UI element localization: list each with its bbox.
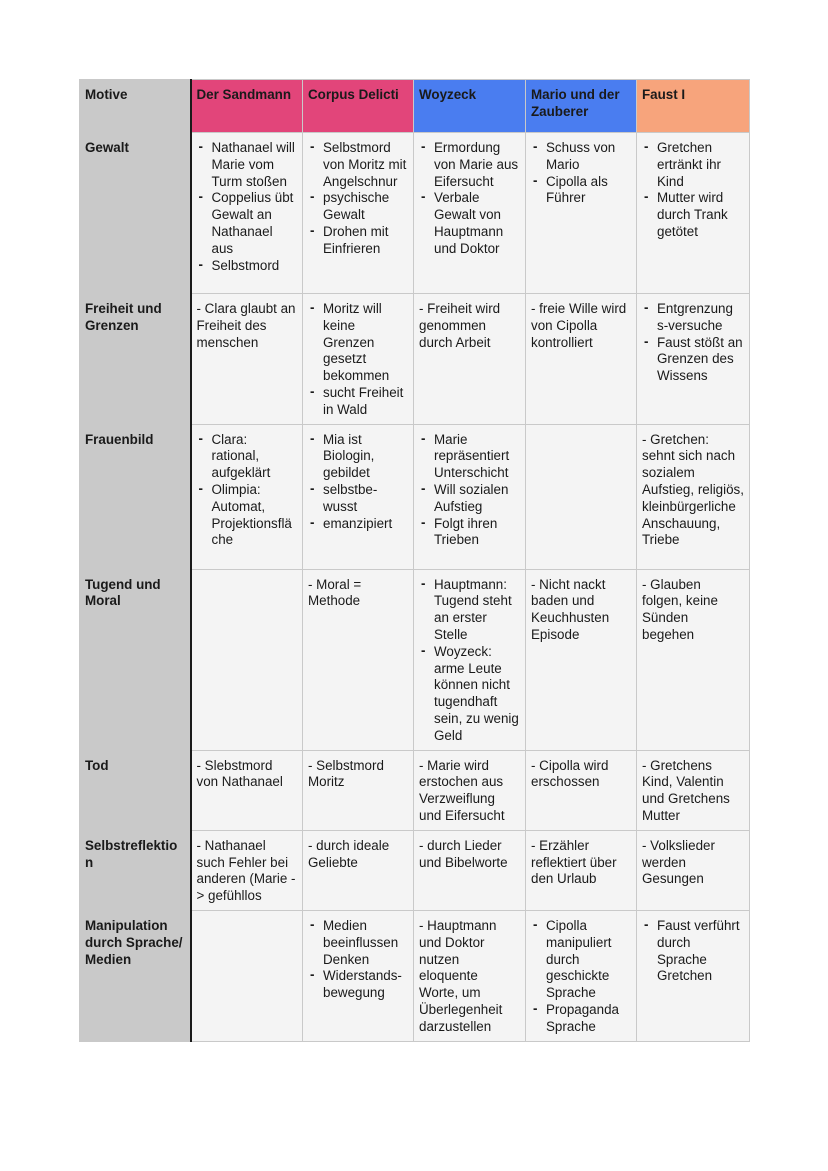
list-item: - Hauptmann: Tugend steht an erster Stelle (419, 577, 520, 644)
list-item: - Clara: rational, aufgeklärt (197, 432, 298, 482)
cell-list (642, 301, 744, 385)
cell-text: - Slebstmord von Nathanael (196, 757, 283, 790)
table-cell (526, 750, 637, 830)
cell-text: - Cipolla wird erschossen (531, 757, 609, 790)
header-work-5: Faust I (637, 80, 750, 133)
table-row (80, 133, 750, 294)
table-cell (191, 133, 303, 294)
table-cell (303, 910, 414, 1041)
list-item: - Drohen mit Einfrieren (308, 224, 408, 258)
list-item: - Nathanael will Marie vom Turm stoßen (197, 140, 298, 190)
cell-list (642, 140, 744, 241)
list-item: - Faust verführt durch Sprache Gretchen (642, 918, 744, 985)
cell-text: - Moral = Methode (308, 576, 362, 609)
header-row (80, 80, 750, 133)
list-item: - Entgrenzung s-versuche (642, 301, 744, 335)
row-label: Gewalt (80, 133, 191, 294)
table-cell (414, 424, 526, 569)
row-label: Tugend und Moral (80, 569, 191, 750)
cell-list (642, 918, 744, 985)
cell-text: - durch ideale Geliebte (308, 837, 390, 870)
cell-list (308, 918, 408, 1002)
table-cell (526, 569, 637, 750)
table-cell (526, 910, 637, 1041)
cell-list (197, 140, 298, 274)
list-item: - sucht Freiheit in Wald (308, 385, 408, 419)
table-cell (414, 750, 526, 830)
cell-text: - Gretchen: sehnt sich nach sozialem Aufstieg, religiös, kleinbürgerliche Anschauung, Triebe (642, 431, 744, 548)
table-cell (303, 750, 414, 830)
cell-list (531, 140, 631, 207)
table-cell (191, 910, 303, 1041)
cell-text: - Clara glaubt an Freiheit des menschen (196, 301, 296, 350)
table-cell (303, 830, 414, 910)
list-item: - Olimpia: Automat, Projektionsflä che (197, 482, 298, 549)
table-cell (414, 569, 526, 750)
list-item: - Cipolla als Führer (531, 174, 631, 208)
table-cell (191, 750, 303, 830)
list-item: - Medien beeinflussen Denken (308, 918, 408, 968)
table-row (80, 294, 750, 425)
cell-text: - Volkslieder werden Gesungen (642, 837, 715, 887)
cell-text: - Nicht nackt baden und Keuchhusten Episode (531, 576, 610, 642)
list-item: - Widerstands- bewegung (308, 968, 408, 1002)
list-item: - Folgt ihren Trieben (419, 516, 520, 550)
list-item: - emanzipiert (308, 516, 408, 533)
list-item: - Moritz will keine Grenzen gesetzt bekommen (308, 301, 408, 385)
table-cell (526, 424, 637, 569)
row-label: Manipulation durch Sprache/ Medien (80, 910, 191, 1041)
motive-table (79, 79, 750, 1042)
table-cell (303, 424, 414, 569)
table-body (80, 133, 750, 1042)
table-cell (637, 424, 750, 569)
table-cell (414, 830, 526, 910)
table-cell (526, 830, 637, 910)
cell-text: - Nathanael such Fehler bei anderen (Marie -> gefühllos (196, 837, 296, 904)
table-cell (191, 830, 303, 910)
header-work-2: Corpus Delicti (303, 80, 414, 133)
cell-list (197, 432, 298, 550)
cell-text: - durch Lieder und Bibelworte (419, 837, 508, 870)
list-item: - Marie repräsentiert Unterschicht (419, 432, 520, 482)
table-row (80, 910, 750, 1041)
cell-text: - Selbstmord Moritz (308, 757, 384, 790)
table-cell (191, 569, 303, 750)
list-item: - Schuss von Mario (531, 140, 631, 174)
table-cell (637, 569, 750, 750)
table-cell (191, 294, 303, 425)
row-label: Tod (80, 750, 191, 830)
table-cell (526, 133, 637, 294)
cell-list (419, 577, 520, 745)
cell-list (419, 432, 520, 550)
header-work-4: Mario und der Zauberer (526, 80, 637, 133)
list-item: - Verbale Gewalt von Hauptmann und Doktor (419, 190, 520, 257)
cell-text: - Freiheit wird genommen durch Arbeit (419, 301, 501, 350)
row-label: Freiheit und Grenzen (80, 294, 191, 425)
table-header (80, 80, 750, 133)
row-label: Frauenbild (80, 424, 191, 569)
table-cell (414, 910, 526, 1041)
cell-list (531, 918, 631, 1036)
table-row (80, 569, 750, 750)
list-item: - Woyzeck: arme Leute können nicht tugendhaft sein, zu wenig Geld (419, 644, 520, 745)
table-cell (637, 133, 750, 294)
list-item: - Gretchen ertränkt ihr Kind (642, 140, 744, 190)
cell-text: - Erzähler reflektiert über den Urlaub (531, 837, 617, 887)
header-corner-motive: Motive (80, 80, 191, 133)
cell-list (308, 301, 408, 419)
header-work-1: Der Sandmann (191, 80, 303, 133)
list-item: - Coppelius übt Gewalt an Nathanael aus (197, 190, 298, 257)
table-row (80, 750, 750, 830)
list-item: - Cipolla manipuliert durch geschickte Sprache (531, 918, 631, 1002)
list-item: - Will sozialen Aufstieg (419, 482, 520, 516)
cell-text: - Marie wird erstochen aus Verzweiflung und Eifersucht (419, 757, 505, 823)
list-item: - Propaganda Sprache (531, 1002, 631, 1036)
table-row (80, 830, 750, 910)
table-cell (414, 294, 526, 425)
list-item: - Ermordung von Marie aus Eifersucht (419, 140, 520, 190)
list-item: - Mutter wird durch Trank getötet (642, 190, 744, 240)
list-item: - Mia ist Biologin, gebildet (308, 432, 408, 482)
list-item: - Selbstmord (197, 258, 298, 275)
list-item: - selbstbe- wusst (308, 482, 408, 516)
row-label: Selbstreflektio n (80, 830, 191, 910)
list-item: - Faust stößt an Grenzen des Wissens (642, 335, 744, 385)
cell-text: - freie Wille wird von Cipolla kontrolliert (531, 301, 627, 350)
table-row (80, 424, 750, 569)
cell-list (419, 140, 520, 258)
table-cell (303, 294, 414, 425)
table-cell (637, 294, 750, 425)
table-cell (526, 294, 637, 425)
table-cell (637, 830, 750, 910)
cell-list (308, 432, 408, 533)
cell-text: - Glauben folgen, keine Sünden begehen (642, 576, 718, 642)
table-cell (414, 133, 526, 294)
list-item: - Selbstmord von Moritz mit Angelschnur (308, 140, 408, 190)
header-work-3: Woyzeck (414, 80, 526, 133)
table-cell (303, 569, 414, 750)
table-cell (191, 424, 303, 569)
list-item: - psychische Gewalt (308, 190, 408, 224)
table-cell (303, 133, 414, 294)
cell-text: - Hauptmann und Doktor nutzen eloquente Worte, um Überlegenheit darzustellen (419, 917, 503, 1034)
cell-text: - Gretchens Kind, Valentin und Gretchens Mutter (642, 757, 730, 823)
table-cell (637, 910, 750, 1041)
cell-list (308, 140, 408, 258)
table-cell (637, 750, 750, 830)
